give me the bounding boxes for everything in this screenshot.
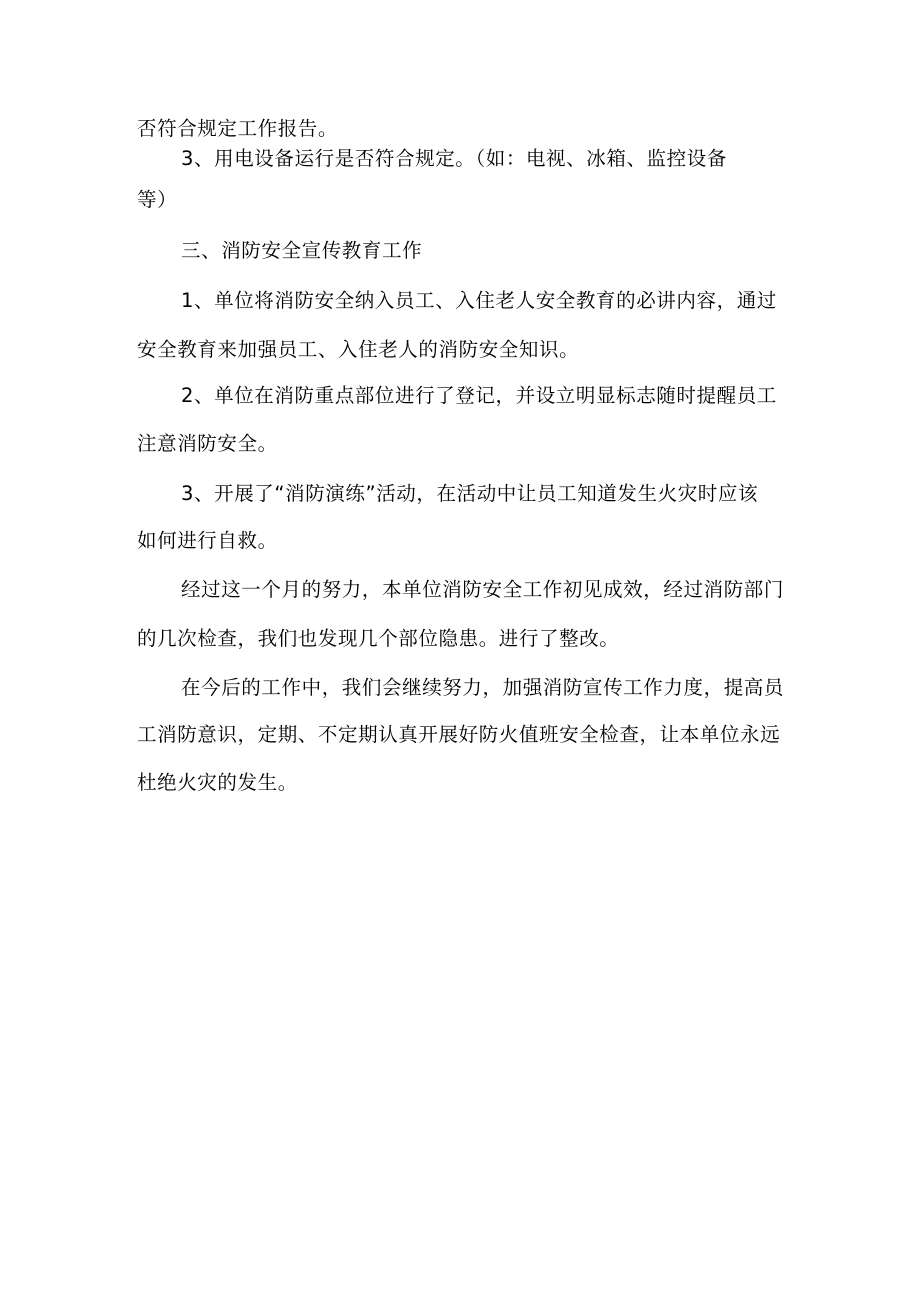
text-line-15: 杜绝火灾的发生。 — [137, 771, 298, 794]
section-heading: 三、消防安全宣传教育工作 — [181, 239, 423, 262]
text-line-3: 等） — [137, 188, 178, 211]
text-line-2: 3、用电设备运行是否符合规定。（如：电视、冰箱、监控设备 — [181, 147, 727, 170]
text-line-11: 经过这一个月的努力，本单位消防安全工作初见成效，经过消防部门 — [181, 578, 785, 601]
text-line-10: 如何进行自救。 — [137, 529, 278, 552]
text-line-13: 在今后的工作中，我们会继续努力，加强消防宣传工作力度，提高员 — [181, 676, 785, 699]
text-line-14: 工消防意识，定期、不定期认真开展好防火值班安全检查，让本单位永远 — [137, 723, 781, 746]
text-line-8: 注意消防安全。 — [137, 432, 278, 455]
text-line-9: 3、开展了“消防演练”活动，在活动中让员工知道发生火灾时应该 — [181, 482, 759, 505]
text-line-5: 1、单位将消防安全纳入员工、入住老人安全教育的必讲内容，通过 — [181, 289, 777, 312]
text-line-12: 的几次检查，我们也发现几个部位隐患。进行了整改。 — [137, 627, 620, 650]
text-line-7: 2、单位在消防重点部位进行了登记，并设立明显标志随时提醒员工 — [181, 384, 777, 407]
text-line-1: 否符合规定工作报告。 — [137, 117, 339, 140]
text-line-6: 安全教育来加强员工、入住老人的消防安全知识。 — [137, 338, 580, 361]
